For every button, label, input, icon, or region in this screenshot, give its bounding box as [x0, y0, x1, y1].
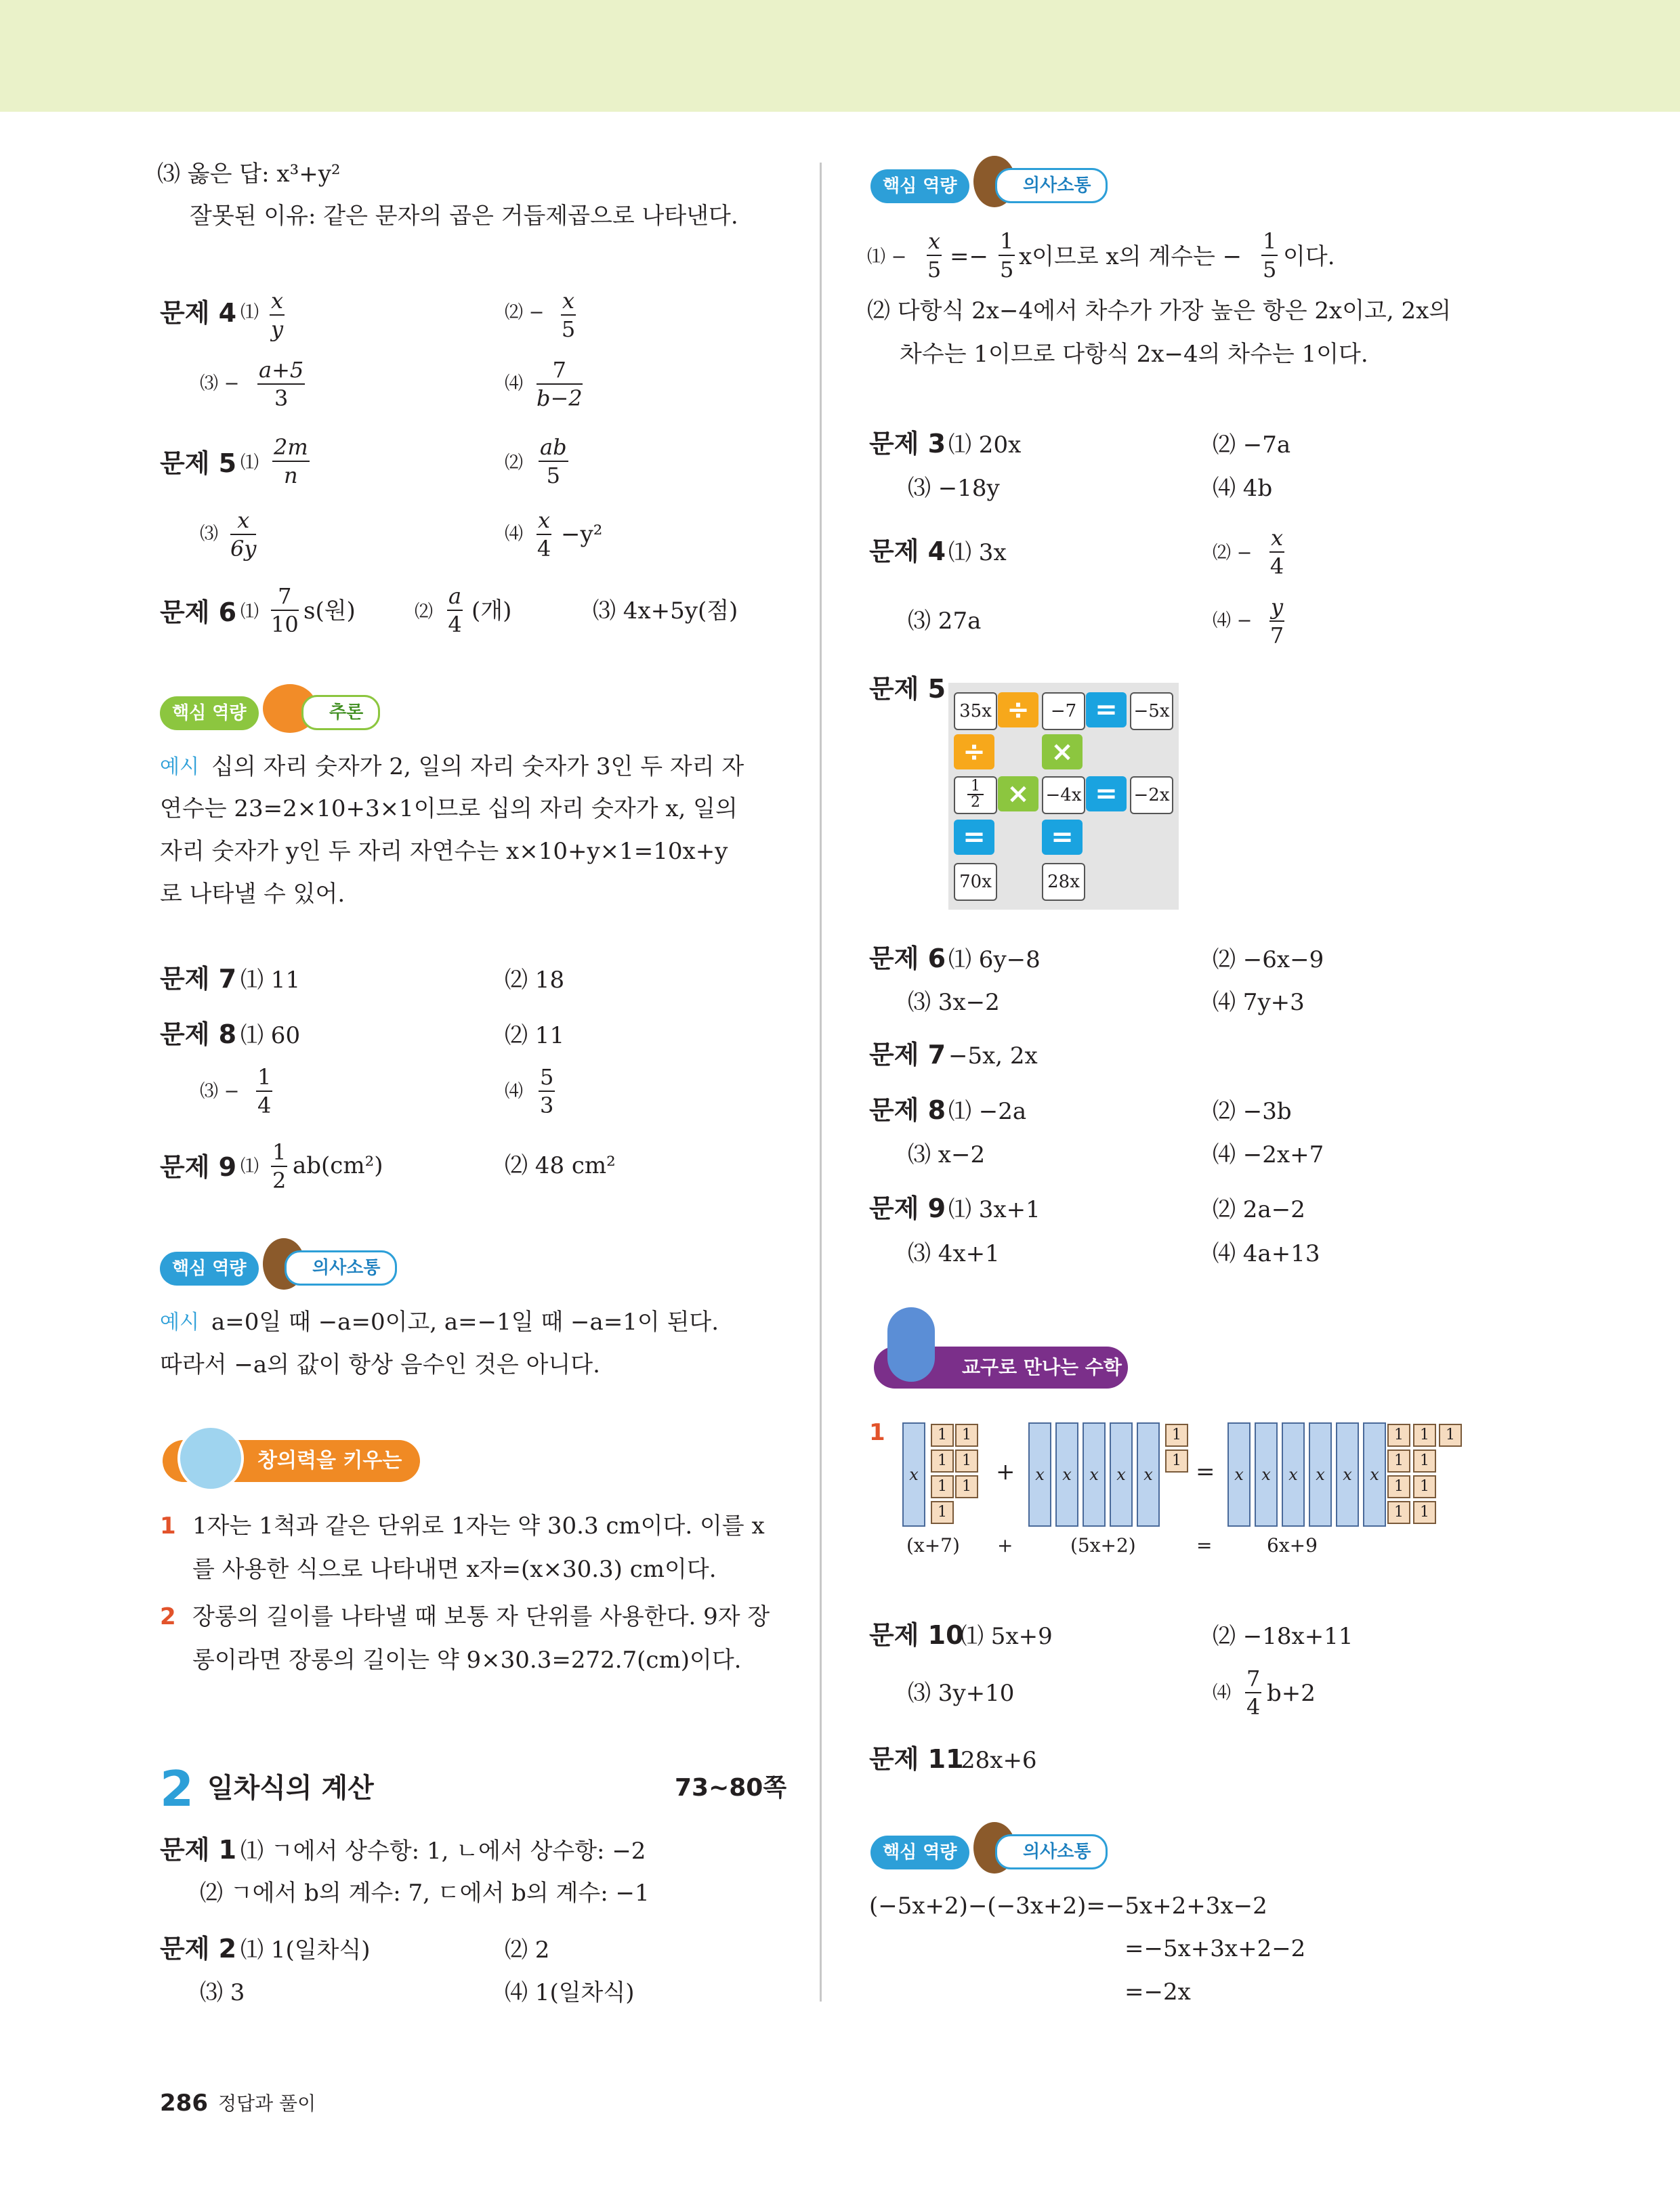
- example-line: 십의 자리 숫자가 2, 일의 자리 숫자가 3인 두 자리 자: [211, 753, 744, 780]
- calc-line: =−5x+3x+2−2: [1125, 1935, 1306, 1962]
- answer-text: ⑷ 1(일차식): [505, 1979, 635, 2006]
- answer-number: ⑴: [240, 302, 259, 323]
- example-mark: 예시: [160, 1311, 199, 1334]
- answer-text: −5x, 2x: [948, 1042, 1038, 1070]
- answer-number: ⑴: [240, 601, 259, 622]
- answer-text: ⑶ 3y+10: [908, 1680, 1015, 1707]
- tile-caption: =: [1196, 1534, 1213, 1557]
- unit-tile: 1: [1413, 1450, 1436, 1473]
- x-tile: x: [1227, 1422, 1251, 1527]
- x-tile: x: [1282, 1422, 1305, 1527]
- plus-sign: +: [996, 1458, 1015, 1485]
- answer-number: ⑶: [200, 524, 218, 545]
- section-number: 2: [160, 1760, 194, 1817]
- unit-tile: 1: [931, 1450, 954, 1473]
- equals-operator: =: [954, 820, 994, 855]
- fraction: $\frac{1}{5}$: [1000, 228, 1014, 282]
- example-line: 로 나타낼 수 있어.: [160, 881, 345, 908]
- answer-number: ⑵: [505, 452, 523, 473]
- answer-text: =−: [950, 243, 988, 270]
- p3-reason: 잘못된 이유: 같은 문자의 곱은 거듭제곱으로 나타낸다.: [190, 203, 738, 230]
- fraction: $\frac{x}{y}$: [270, 288, 284, 342]
- answer-number: ⑶ −: [200, 1081, 240, 1102]
- answer-text: ⑶ x−2: [908, 1141, 986, 1168]
- divide-operator: ÷: [998, 692, 1038, 727]
- answer-text: ⑶ 3x−2: [908, 989, 1000, 1016]
- core-competency-badge: 핵심 역량: [870, 1836, 969, 1869]
- tool-math-banner: 교구로 만나는 수학: [874, 1347, 1128, 1389]
- grid-cell: −4x: [1042, 776, 1085, 814]
- answer-text: ⑴ ㄱ에서 상수항: 1, ㄴ에서 상수항: −2: [240, 1838, 646, 1865]
- answer-number: ⑵ −: [1213, 543, 1253, 564]
- activity-line: 롱이라면 장롱의 길이는 약 9×30.3=272.7(cm)이다.: [192, 1647, 742, 1674]
- multiply-operator: ×: [998, 776, 1038, 811]
- q5-label: 문제 5: [160, 448, 237, 478]
- x-tile: x: [1028, 1422, 1051, 1527]
- answer-number: ⑵ −: [505, 302, 545, 323]
- answer-number: ⑷: [505, 373, 523, 394]
- answer-text: ⑷ 7y+3: [1213, 989, 1305, 1016]
- fraction: $\frac{x}{6y}$: [230, 507, 257, 562]
- answer-text: ⑶ 27a: [908, 608, 982, 635]
- answer-text: ⑴ 1(일차식): [240, 1937, 371, 1964]
- fraction: $\frac{x}{4}$: [537, 507, 551, 562]
- astronaut-icon: [177, 1425, 244, 1492]
- answer-text: 이다.: [1283, 243, 1335, 270]
- fraction: $\frac{7}{4}$: [1246, 1666, 1261, 1720]
- answer-text: 차수는 1이므로 다항식 2x−4의 차수는 1이다.: [900, 341, 1368, 368]
- section-pages: 73~80쪽: [675, 1774, 787, 1802]
- s1-label: 문제 1: [160, 1835, 237, 1865]
- answer-number: ⑴: [240, 452, 259, 473]
- x-tile: x: [1110, 1422, 1133, 1527]
- x-tile: x: [1137, 1422, 1160, 1527]
- unit-tile: 1: [955, 1475, 978, 1498]
- unit-tile: 1: [1387, 1501, 1410, 1524]
- answer-text: ⑷ 4b: [1213, 475, 1273, 502]
- section-title: 일차식의 계산: [207, 1773, 374, 1804]
- q9-label: 문제 9: [160, 1152, 237, 1182]
- answer-text: b+2: [1267, 1680, 1316, 1707]
- x-tile: x: [902, 1422, 925, 1527]
- equals-operator: =: [1042, 820, 1083, 855]
- q6-label: 문제 6: [160, 597, 237, 627]
- grid-cell: 28x: [1042, 863, 1085, 901]
- answer-text: ⑵ 11: [505, 1022, 565, 1049]
- reasoning-tag: 추론: [301, 695, 380, 730]
- divide-operator: ÷: [954, 734, 994, 769]
- example-line: 자리 숫자가 y인 두 자리 자연수는 x×10+y×1=10x+y: [160, 838, 728, 865]
- fraction: $\frac{1}{4}$: [257, 1064, 272, 1118]
- example-line: a=0일 때 −a=0이고, a=−1일 때 −a=1이 된다.: [211, 1309, 719, 1336]
- rq4-label: 문제 4: [869, 536, 946, 566]
- unit-tile: 1: [1413, 1501, 1436, 1524]
- equals-sign: =: [1196, 1458, 1215, 1485]
- grid-cell: −7: [1042, 692, 1085, 730]
- activity-line: 장롱의 길이를 나타낼 때 보통 자 단위를 사용한다. 9자 장: [192, 1603, 770, 1630]
- unit-tile: 1: [1387, 1475, 1410, 1498]
- answer-text: ⑵ −18x+11: [1213, 1623, 1353, 1650]
- grid-cell: −2x: [1130, 776, 1173, 814]
- answer-text: ⑵ 18: [505, 967, 565, 994]
- x-tile: x: [1055, 1422, 1078, 1527]
- example-mark: 예시: [160, 755, 199, 779]
- rq11-label: 문제 11: [869, 1744, 964, 1774]
- rq10-label: 문제 10: [869, 1620, 964, 1650]
- rq8-label: 문제 8: [869, 1095, 946, 1125]
- fraction: $\frac{y}{7}$: [1269, 594, 1284, 648]
- unit-tile: 1: [1439, 1424, 1462, 1447]
- answer-text: ⑵ −7a: [1213, 431, 1291, 459]
- multiply-operator: ×: [1042, 734, 1083, 769]
- fraction: $\frac{1}{2}$: [272, 1139, 287, 1193]
- answer-text: ⑶ 4x+5y(점): [593, 597, 738, 625]
- fraction: $\frac{ab}{5}$: [540, 434, 567, 488]
- answer-number: ⑷: [1213, 1683, 1231, 1704]
- tile-caption: 6x+9: [1267, 1534, 1318, 1557]
- calc-line: =−2x: [1125, 1979, 1191, 2006]
- unit-tile: 1: [955, 1424, 978, 1447]
- answer-text: ⑶ −18y: [908, 475, 1000, 502]
- q7-label: 문제 7: [160, 964, 237, 994]
- fraction: $\frac{a+5}{3}$: [259, 357, 304, 411]
- unit-tile: 1: [955, 1450, 978, 1473]
- unit-tile: 1: [1387, 1424, 1410, 1447]
- x-tile: x: [1083, 1422, 1106, 1527]
- unit-tile: 1: [1413, 1475, 1436, 1498]
- answer-number: ⑴: [240, 1156, 259, 1177]
- answer-text: (개): [471, 597, 512, 625]
- s2-label: 문제 2: [160, 1934, 237, 1964]
- answer-text: ⑷ 4a+13: [1213, 1240, 1320, 1267]
- communication-tag: 의사소통: [995, 168, 1108, 203]
- fraction: $\frac{2m}{n}$: [274, 434, 308, 488]
- answer-number: ⑶ −: [200, 373, 240, 394]
- answer-text: −y²: [561, 521, 603, 548]
- x-tile: x: [1309, 1422, 1332, 1527]
- communication-tag: 의사소통: [285, 1250, 397, 1286]
- fraction: $\frac{7}{b-2}$: [537, 357, 583, 411]
- unit-tile: 1: [1165, 1424, 1188, 1447]
- answer-text: ⑴ 20x: [948, 431, 1022, 459]
- x-tile: x: [1336, 1422, 1359, 1527]
- answer-text: x이므로 x의 계수는 −: [1019, 243, 1242, 270]
- student-mascot-icon: [887, 1307, 935, 1382]
- unit-tile: 1: [931, 1501, 954, 1524]
- unit-tile: 1: [1413, 1424, 1436, 1447]
- rq6-label: 문제 6: [869, 944, 946, 973]
- answer-text: s(원): [303, 597, 356, 625]
- answer-text: ⑴ −2a: [948, 1098, 1027, 1125]
- answer-text: ⑵ 다항식 2x−4에서 차수가 가장 높은 항은 2x이고, 2x의: [867, 297, 1452, 324]
- fraction: $\frac{x}{5}$: [561, 288, 576, 342]
- fraction: $\frac{a}{4}$: [448, 583, 462, 637]
- tile-caption: (5x+2): [1070, 1534, 1136, 1557]
- answer-text: ⑵ 48 cm²: [505, 1152, 616, 1179]
- page-number: 286: [160, 2090, 208, 2117]
- rq5-label: 문제 5: [869, 674, 946, 704]
- rq7-label: 문제 7: [869, 1040, 946, 1070]
- answer-text: ⑵ −6x−9: [1213, 946, 1324, 973]
- answer-text: ⑶ 4x+1: [908, 1240, 1000, 1267]
- item-number: 1: [869, 1419, 885, 1446]
- fraction: $\frac{1}{5}$: [1263, 228, 1277, 282]
- answer-number: ⑵: [415, 601, 433, 622]
- core-competency-badge: 핵심 역량: [870, 169, 969, 203]
- answer-text: ⑵ ㄱ에서 b의 계수: 7, ㄷ에서 b의 계수: −1: [200, 1880, 650, 1907]
- answer-text: ⑴ 3x+1: [948, 1196, 1041, 1223]
- q8-label: 문제 8: [160, 1019, 237, 1049]
- column-divider: [820, 163, 822, 2002]
- example-line: 연수는 23=2×10+3×1이므로 십의 자리 숫자가 x, 일의: [160, 795, 738, 822]
- answer-text: ⑴ 6y−8: [948, 946, 1041, 973]
- item-number: 2: [160, 1603, 176, 1630]
- communication-tag: 의사소통: [995, 1834, 1108, 1869]
- grid-cell: 35x: [954, 692, 997, 730]
- unit-tile: 1: [931, 1424, 954, 1447]
- tile-caption: +: [997, 1534, 1013, 1557]
- answer-text: ⑶ 3: [200, 1979, 245, 2006]
- unit-tile: 1: [931, 1475, 954, 1498]
- rq9-label: 문제 9: [869, 1193, 946, 1223]
- answer-number: ⑷: [505, 524, 523, 545]
- p3-answer: ⑶ 옳은 답: x³+y²: [157, 161, 341, 188]
- creative-activity-banner: 창의력을 키우는 활동: [163, 1440, 420, 1482]
- answer-text: ⑵ −3b: [1213, 1098, 1292, 1125]
- fraction: $\frac{x}{4}$: [1269, 525, 1284, 579]
- equals-operator: =: [1086, 692, 1127, 727]
- example-line: 따라서 −a의 값이 항상 음수인 것은 아니다.: [160, 1351, 600, 1378]
- grid-cell: 70x: [954, 863, 997, 901]
- top-band: [0, 0, 1680, 112]
- calc-line: (−5x+2)−(−3x+2)=−5x+2+3x−2: [869, 1892, 1267, 1920]
- answer-text: ⑵ 2a−2: [1213, 1196, 1305, 1223]
- fraction: $\frac{x}{5}$: [927, 228, 942, 282]
- answer-number: ⑴ −: [867, 247, 907, 268]
- unit-tile: 1: [1387, 1450, 1410, 1473]
- core-competency-badge: 핵심 역량: [160, 1252, 259, 1286]
- fraction: $\frac{7}{10}$: [271, 583, 299, 637]
- fraction: $\frac{5}{3}$: [540, 1064, 554, 1118]
- answer-text: ⑷ −2x+7: [1213, 1141, 1324, 1168]
- answer-text: ⑴ 11: [240, 967, 301, 994]
- answer-number: ⑷ −: [1213, 610, 1253, 631]
- answer-text: ⑴ 3x: [948, 539, 1007, 566]
- x-tile: x: [1255, 1422, 1278, 1527]
- item-number: 1: [160, 1512, 176, 1540]
- unit-tile: 1: [1165, 1450, 1188, 1473]
- answer-text: ⑴ 60: [240, 1022, 301, 1049]
- activity-line: 를 사용한 식으로 나타내면 x자=(x×30.3) cm이다.: [192, 1556, 717, 1583]
- core-competency-badge: 핵심 역량: [160, 696, 259, 730]
- activity-line: 1자는 1척과 같은 단위로 1자는 약 30.3 cm이다. 이를 x: [192, 1512, 765, 1540]
- answer-text: ab(cm²): [293, 1152, 383, 1179]
- x-tile: x: [1363, 1422, 1386, 1527]
- answer-text: 28x+6: [961, 1747, 1037, 1774]
- answer-text: ⑵ 2: [505, 1937, 550, 1964]
- rq3-label: 문제 3: [869, 429, 946, 459]
- equals-operator: =: [1086, 776, 1127, 811]
- tile-caption: (x+7): [906, 1534, 960, 1557]
- answer-number: ⑷: [505, 1081, 523, 1102]
- grid-cell: −5x: [1130, 692, 1173, 730]
- answer-text: ⑴ 5x+9: [961, 1623, 1053, 1650]
- grid-cell: 1 2: [954, 776, 997, 814]
- footer-text: 정답과 풀이: [218, 2092, 316, 2115]
- q4-label: 문제 4: [160, 298, 237, 328]
